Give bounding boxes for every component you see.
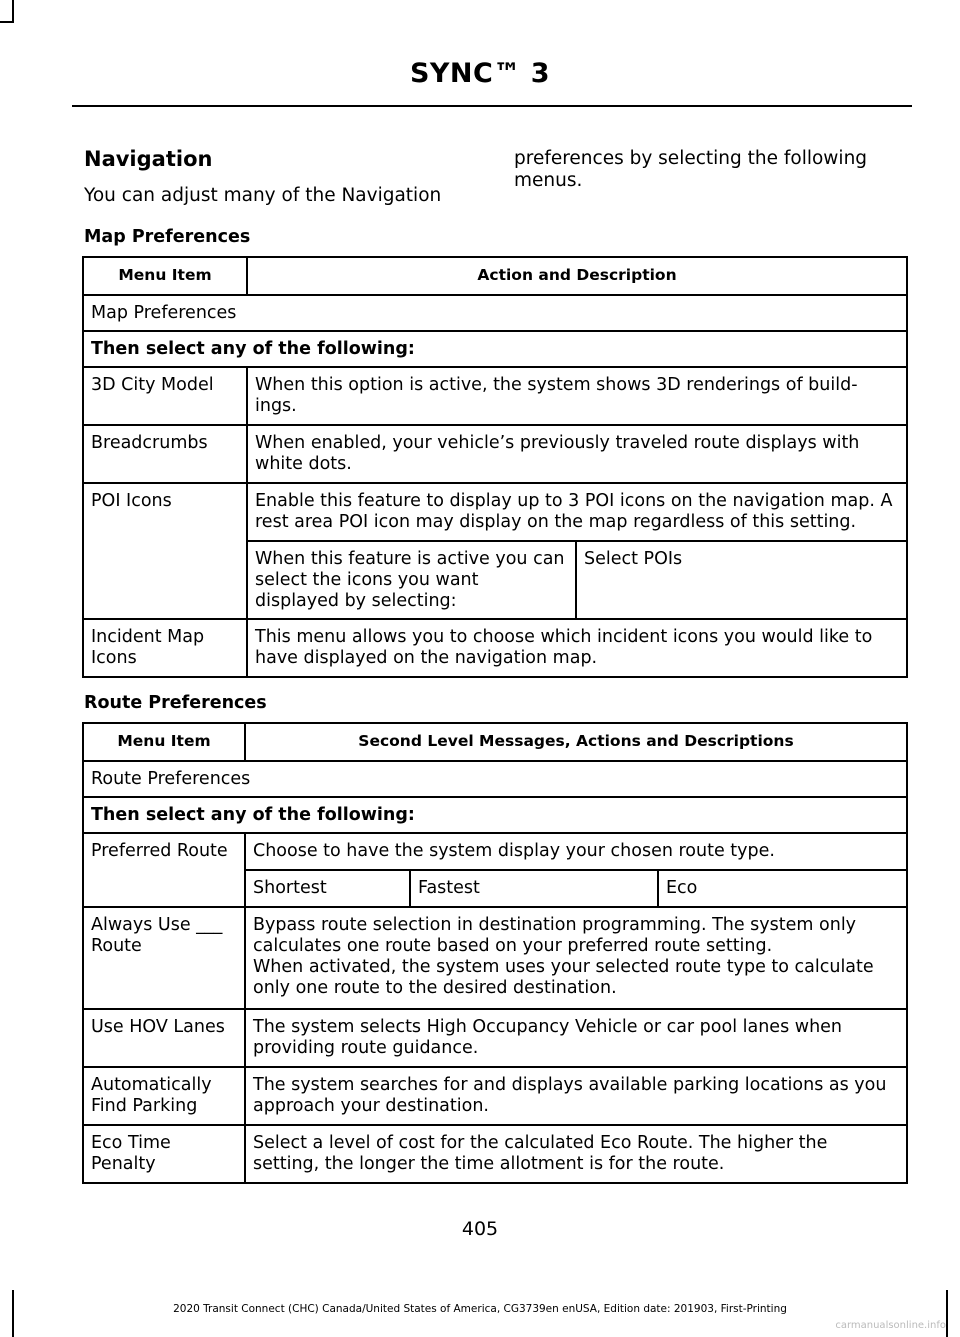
table-row-select: Then select any of the following: <box>83 331 907 367</box>
map-preferences-heading: Map Preferences <box>84 227 251 247</box>
intro-text-right-line2: menus. <box>514 170 583 191</box>
page-header-title: SYNC™ 3 <box>409 58 551 89</box>
col-header-messages: Second Level Messages, Actions and Descriptions <box>245 723 907 761</box>
route-option-shortest: Shortest <box>245 870 410 907</box>
page-number: 405 <box>461 1218 499 1240</box>
table-cell-desc: Bypass route selection in destination programming. The system only calculates one route based on your preferred route setting. <box>253 915 857 956</box>
table-cell-item: 3D City Model <box>83 367 247 425</box>
table-cell-desc: The system selects High Occupancy Vehicle or car pool lanes when providing route guidance. <box>245 1009 907 1067</box>
table-cell-desc: Select a level of cost for the calculated Eco Route. The higher the setting, the longer the time allotment is for the route. <box>245 1125 907 1183</box>
table-cell-item: Automatically Find Parking <box>83 1067 245 1125</box>
table-cell-sub-desc: When this feature is active you can select the icons you want displayed by selecting: <box>247 541 576 619</box>
footer-text: 2020 Transit Connect (CHC) Canada/United States of America, CG3739en enUSA, Edition date: 201903, First-Printing <box>173 1303 787 1315</box>
crop-mark <box>0 21 14 23</box>
map-preferences-table <box>82 256 908 678</box>
crop-mark <box>12 0 14 22</box>
section-heading-navigation: Navigation <box>84 147 213 171</box>
table-cell-item: Eco Time Penalty <box>83 1125 245 1183</box>
table-cell-item: Breadcrumbs <box>83 425 247 483</box>
col-header-menu-item: Menu Item <box>83 723 245 761</box>
route-option-eco: Eco <box>658 870 907 907</box>
table-cell-desc-extra: When activated, the system uses your selected route type to calculate only one route to the desired destination. <box>253 957 874 998</box>
route-preferences-table <box>82 722 908 1184</box>
table-cell-item: Preferred Route <box>83 833 245 907</box>
table-cell-desc: The system searches for and displays available parking locations as you approach your destination. <box>245 1067 907 1125</box>
table-cell-desc: When enabled, your vehicle’s previously traveled route displays with white dots. <box>247 425 907 483</box>
header-divider <box>72 105 912 107</box>
table-cell-desc: Choose to have the system display your chosen route type. <box>245 833 907 870</box>
table-row-menu: Route Preferences <box>83 761 907 797</box>
intro-text-left: You can adjust many of the Navigation <box>84 185 442 206</box>
table-cell-item: Incident Map Icons <box>83 619 247 677</box>
table-cell-sub-option: Select POIs <box>576 541 907 619</box>
table-cell-item: Use HOV Lanes <box>83 1009 245 1067</box>
table-cell-desc-group <box>245 907 907 1009</box>
table-row-menu: Map Preferences <box>83 295 907 331</box>
table-cell-item: POI Icons <box>83 483 247 619</box>
table-cell-desc: This menu allows you to choose which incident icons you would like to have displayed on the navigation map. <box>247 619 907 677</box>
table-cell-desc: Enable this feature to display up to 3 POI icons on the navigation map. A rest area POI icon may display on the map regardless of this setting. <box>247 483 907 541</box>
watermark: carmanualsonline.info <box>835 1320 946 1331</box>
route-option-fastest: Fastest <box>410 870 658 907</box>
col-header-menu-item: Menu Item <box>83 257 247 295</box>
route-preferences-heading: Route Preferences <box>84 693 267 713</box>
table-row-select: Then select any of the following: <box>83 797 907 833</box>
col-header-action: Action and Description <box>247 257 907 295</box>
table-cell-item: Always Use ___ Route <box>83 907 245 1009</box>
table-cell-desc: When this option is active, the system shows 3D renderings of build-ings. <box>247 367 907 425</box>
intro-text-right-line1: preferences by selecting the following <box>514 148 868 169</box>
